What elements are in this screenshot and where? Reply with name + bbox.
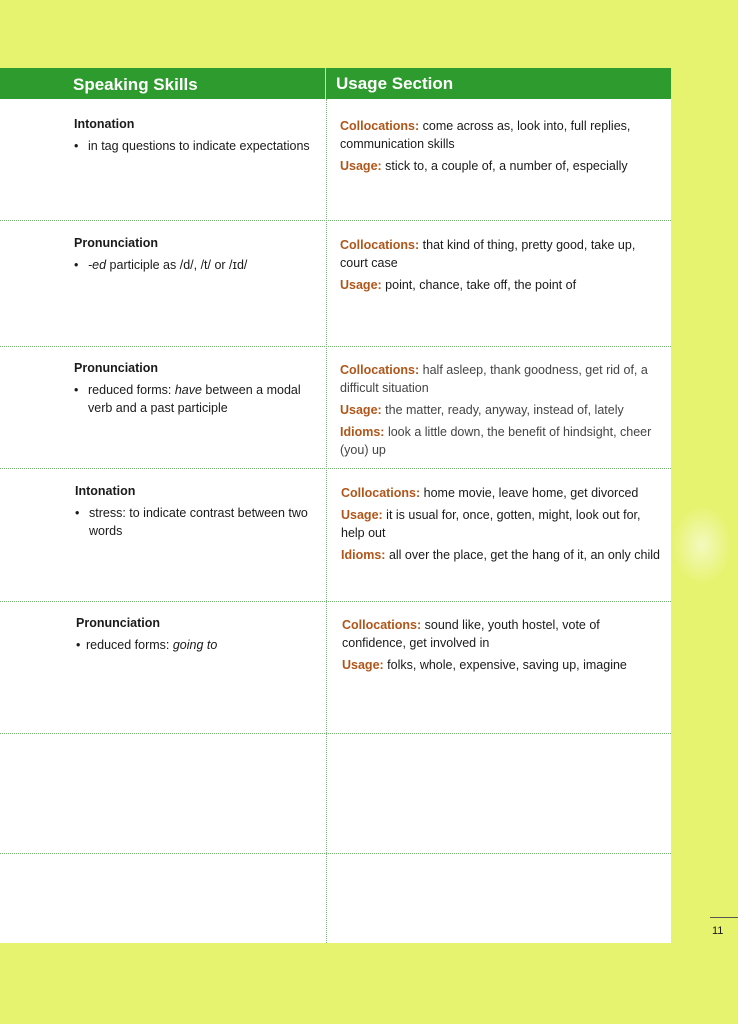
entry-text: the matter, ready, anyway, instead of, lately — [385, 403, 624, 417]
entry-text: point, chance, take off, the point of — [385, 278, 577, 292]
row-divider — [0, 346, 671, 347]
usage-cell — [342, 616, 662, 678]
collocations-label: Collocations: — [340, 119, 420, 133]
bullet: • — [76, 638, 81, 652]
entry-text: sound like, youth hostel, vote of confidence, get involved in — [342, 618, 600, 650]
entry-text: come across as, look into, full replies, communication skills — [340, 119, 631, 151]
usage-entry — [340, 423, 660, 459]
usage-label: Usage: — [342, 658, 384, 672]
speaking-skill-cell — [74, 236, 319, 274]
idioms-label: Idioms: — [340, 425, 385, 439]
entry-text: stick to, a couple of, a number of, especially — [385, 159, 628, 173]
skill-title: Pronunciation — [76, 616, 161, 630]
usage-entry — [340, 276, 660, 294]
speaking-skill-cell — [76, 616, 321, 654]
skill-item — [74, 137, 319, 155]
row-divider — [0, 601, 671, 602]
usage-cell — [340, 117, 660, 179]
skill-item — [74, 381, 319, 417]
bullet: • — [75, 506, 80, 520]
usage-entry — [340, 157, 660, 175]
idioms-label: Idioms: — [341, 548, 386, 562]
skill-item-italic: have — [174, 383, 202, 397]
usage-entry — [341, 506, 661, 542]
collocations-label: Collocations: — [342, 618, 422, 632]
usage-cell — [340, 236, 660, 298]
skill-item-italic: going to — [172, 638, 218, 652]
header-divider — [325, 68, 326, 99]
skill-item — [74, 256, 319, 274]
row-divider — [0, 220, 671, 221]
column-divider — [326, 99, 327, 943]
row-divider — [0, 853, 671, 854]
usage-entry — [340, 401, 660, 419]
bullet: • — [74, 383, 79, 397]
usage-section-heading: Usage Section — [336, 74, 454, 93]
speaking-skills-heading: Speaking Skills — [73, 75, 198, 94]
collocations-label: Collocations: — [341, 486, 421, 500]
paper-smudge — [672, 505, 732, 585]
table-page — [0, 68, 671, 943]
usage-entry — [341, 546, 661, 564]
usage-entry — [342, 656, 662, 674]
entry-text: half asleep, thank goodness, get rid of, a difficult situation — [340, 363, 648, 395]
usage-label: Usage: — [340, 159, 382, 173]
entry-text: all over the place, get the hang of it, an only child — [388, 548, 660, 562]
skill-title: Intonation — [75, 484, 136, 498]
skill-item — [76, 636, 321, 654]
entry-text: folks, whole, expensive, saving up, imagine — [387, 658, 627, 672]
skill-item-text: participle as /d/, /t/ or /ɪd/ — [106, 258, 248, 272]
entry-text: that kind of thing, pretty good, take up, court case — [340, 238, 636, 270]
page-number: 11 — [712, 925, 724, 937]
usage-cell — [341, 484, 661, 568]
bullet: • — [74, 139, 79, 153]
usage-label: Usage: — [340, 403, 382, 417]
usage-label: Usage: — [341, 508, 383, 522]
skill-item-text: in tag questions to indicate expectations — [88, 139, 310, 153]
skill-item-text: reduced forms: — [86, 638, 173, 652]
table-header — [0, 68, 671, 99]
usage-cell — [340, 361, 660, 463]
speaking-skill-cell — [74, 361, 319, 417]
usage-entry — [340, 117, 660, 153]
row-divider — [0, 468, 671, 469]
entry-text: look a little down, the benefit of hindsight, cheer (you) up — [340, 425, 652, 457]
usage-entry — [342, 616, 662, 652]
skill-item — [75, 504, 320, 540]
skill-title: Pronunciation — [74, 361, 159, 375]
usage-label: Usage: — [340, 278, 382, 292]
row-divider — [0, 733, 671, 734]
entry-text: home movie, leave home, get divorced — [423, 486, 639, 500]
page-number-rule — [710, 917, 738, 918]
speaking-skill-cell — [75, 484, 320, 540]
skill-item-text: stress: to indicate contrast between two words — [89, 506, 308, 538]
skill-title: Pronunciation — [74, 236, 159, 250]
bullet: • — [74, 258, 79, 272]
speaking-skill-cell — [74, 117, 319, 155]
collocations-label: Collocations: — [340, 238, 420, 252]
usage-entry — [340, 236, 660, 272]
skill-item-italic: -ed — [88, 258, 107, 272]
entry-text: it is usual for, once, gotten, might, look out for, help out — [341, 508, 641, 540]
skill-title: Intonation — [74, 117, 135, 131]
collocations-label: Collocations: — [340, 363, 420, 377]
usage-entry — [341, 484, 661, 502]
skill-item-text: reduced forms: — [88, 383, 175, 397]
usage-entry — [340, 361, 660, 397]
skill-item-text: between a modal verb and a past participle — [88, 383, 301, 415]
